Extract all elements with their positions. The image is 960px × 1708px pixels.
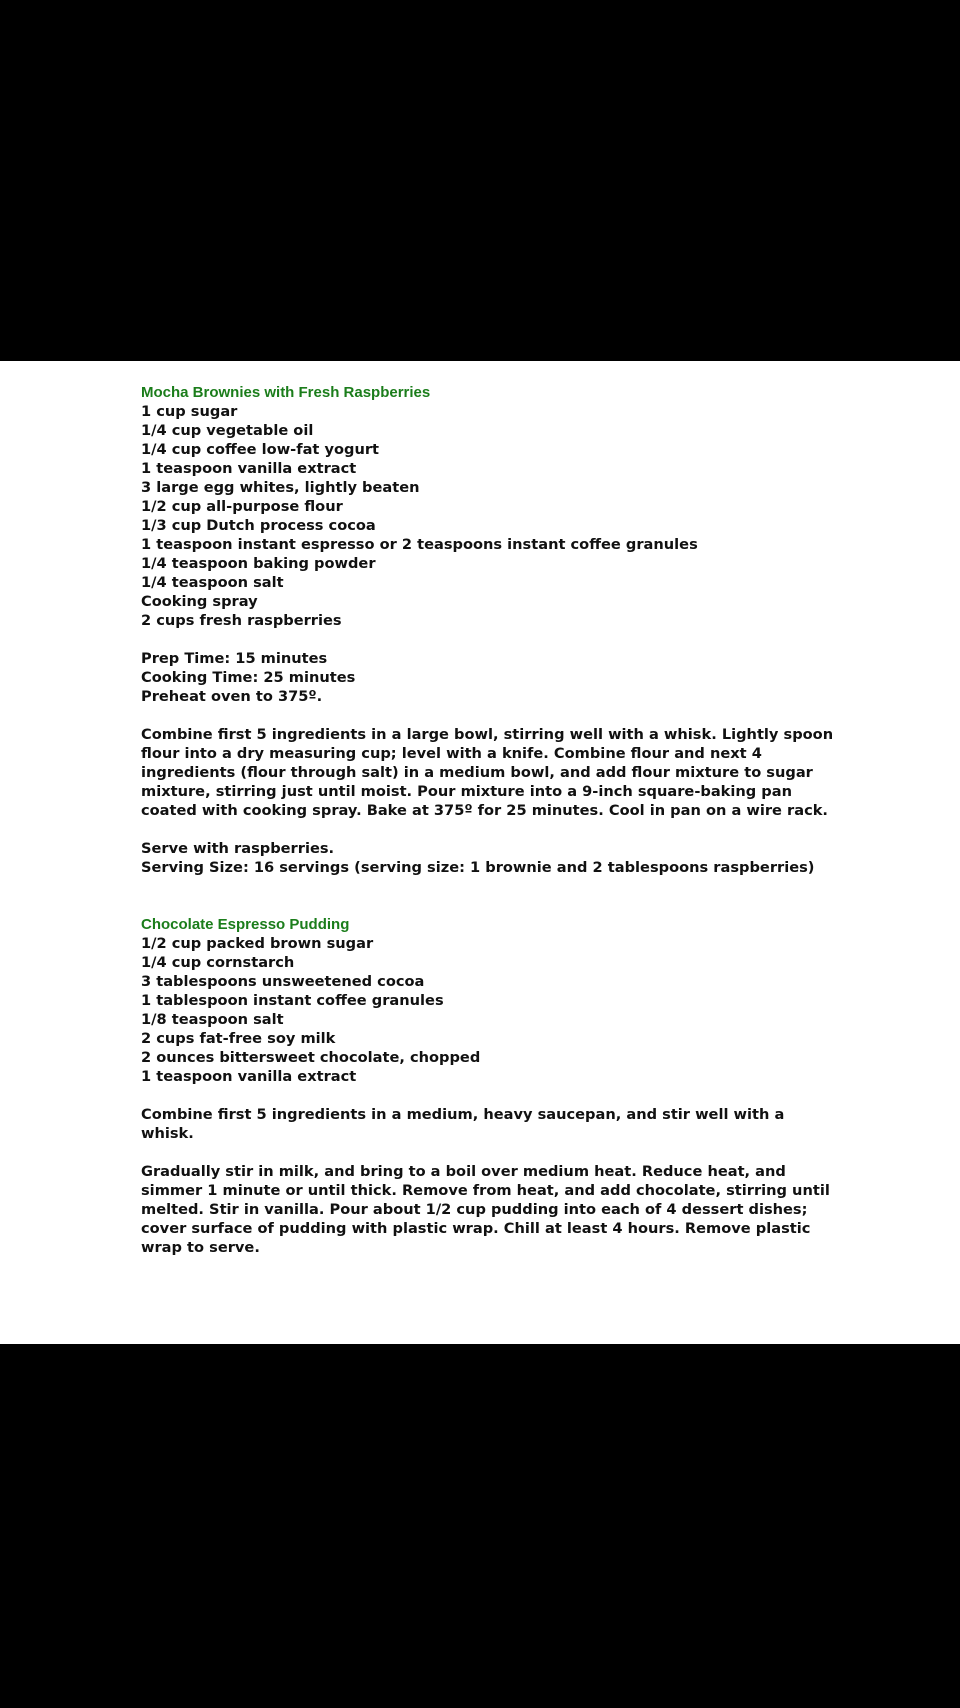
serving-size: Serving Size: 16 servings (serving size: 1 brownie and 2 tablespoons raspberries) (141, 859, 815, 876)
brownie-directions: Combine first 5 ingredients in a large bowl, stirring well with a whisk. Lightly spoon flour into a dry measuring cup; level with a knife. Combine flour and next 4 ingredients (flour through salt) in a medium bowl, and add flour mixture to sugar mixture, stirring just until moist. Pour mixture into a 9-inch square-baking pan coated with cooking spray. Bake at 375º for 25 minutes. Cool in pan on a wire rack. (141, 726, 834, 819)
ingredient-item: 1/4 cup coffee low-fat yogurt (141, 441, 380, 458)
spacer (141, 630, 841, 649)
preheat-note: Preheat oven to 375º. (141, 688, 323, 705)
top-letterbox (0, 0, 960, 361)
cooking-time: Cooking Time: 25 minutes (141, 669, 356, 686)
ingredient-item: 1/4 teaspoon salt (141, 574, 284, 591)
ingredient-item: Cooking spray (141, 593, 258, 610)
ingredient-item: 3 tablespoons unsweetened cocoa (141, 973, 425, 990)
recipe-title-espresso-pudding: Chocolate Espresso Pudding (141, 916, 350, 933)
ingredient-item: 1/2 cup all-purpose flour (141, 498, 343, 515)
ingredient-item: 1/4 cup cornstarch (141, 954, 295, 971)
pudding-step-1: Combine first 5 ingredients in a medium, heavy saucepan, and stir well with a whisk. (141, 1106, 785, 1142)
ingredient-item: 2 cups fresh raspberries (141, 612, 342, 629)
ingredient-list-brownies (141, 402, 841, 630)
ingredient-item: 1 tablespoon instant coffee granules (141, 992, 444, 1009)
ingredient-item: 1/8 teaspoon salt (141, 1011, 284, 1028)
ingredient-item: 1/4 cup vegetable oil (141, 422, 314, 439)
ingredient-item: 1/2 cup packed brown sugar (141, 935, 374, 952)
ingredient-item: 1 teaspoon vanilla extract (141, 460, 357, 477)
recipe-title-mocha-brownies: Mocha Brownies with Fresh Raspberries (141, 384, 431, 401)
serve-note: Serve with raspberries. (141, 840, 335, 857)
ingredient-item: 2 cups fat-free soy milk (141, 1030, 336, 1047)
ingredient-item: 1 cup sugar (141, 403, 238, 420)
spacer (141, 820, 841, 839)
ingredient-item: 1/4 teaspoon baking powder (141, 555, 376, 572)
spacer (141, 1086, 841, 1105)
ingredient-item: 3 large egg whites, lightly beaten (141, 479, 420, 496)
recipe-content (141, 383, 841, 1257)
prep-time: Prep Time: 15 minutes (141, 650, 328, 667)
ingredient-item: 1/3 cup Dutch process cocoa (141, 517, 376, 534)
recipe-page (0, 361, 960, 1344)
bottom-letterbox (0, 1344, 960, 1708)
ingredient-item: 1 teaspoon instant espresso or 2 teaspoons instant coffee granules (141, 536, 698, 553)
ingredient-item: 1 teaspoon vanilla extract (141, 1068, 357, 1085)
pudding-step-2: Gradually stir in milk, and bring to a boil over medium heat. Reduce heat, and simmer 1 minute or until thick. Remove from heat, and add chocolate, stirring until melted. Stir in vanilla. Pour about 1/2 cup pudding into each of 4 dessert dishes; cover surface of pudding with plastic wrap. Chill at least 4 hours. Remove plastic wrap to serve. (141, 1163, 830, 1256)
spacer (141, 1143, 841, 1162)
ingredient-list-pudding (141, 934, 841, 1086)
spacer (141, 706, 841, 725)
ingredient-item: 2 ounces bittersweet chocolate, chopped (141, 1049, 481, 1066)
spacer (141, 877, 841, 915)
